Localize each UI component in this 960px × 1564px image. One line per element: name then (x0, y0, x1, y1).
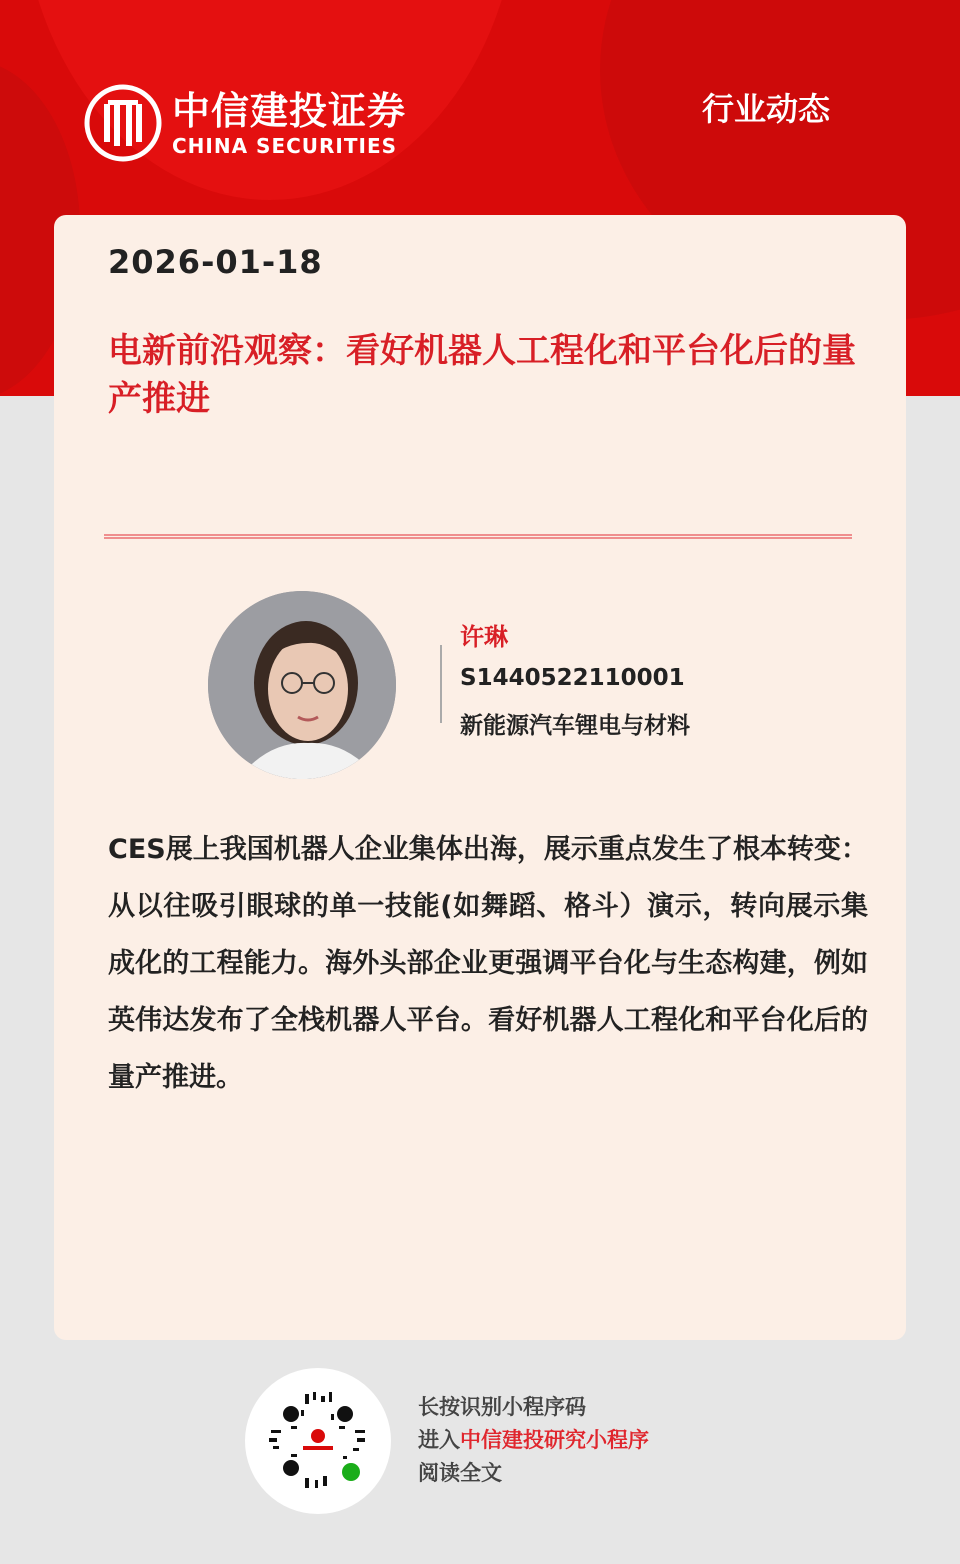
footer-instruction: 长按识别小程序码 (418, 1394, 586, 1419)
mini-program-name: 中信建投研究小程序 (460, 1427, 649, 1452)
logo-chinese-name: 中信建投证券 (172, 88, 407, 133)
qr-code[interactable] (245, 1368, 391, 1514)
footer-enter-prefix: 进入 (418, 1427, 460, 1452)
footer-enter-line (418, 1423, 649, 1456)
report-date: 2026-01-18 (108, 243, 323, 281)
brand-logo (84, 84, 406, 162)
title-divider (104, 534, 852, 539)
author-photo-icon (208, 591, 396, 779)
logo-english-name: CHINA SECURITIES (172, 134, 398, 158)
category-label: 行业动态 (701, 90, 830, 128)
author-department: 新能源汽车锂电与材料 (460, 713, 690, 739)
report-title: 电新前沿观察：看好机器人工程化和平台化后的量产推进 (108, 331, 856, 419)
footer (0, 1340, 960, 1564)
author-avatar (208, 591, 396, 779)
author-license-id: S1440522110001 (460, 665, 685, 691)
report-card (54, 215, 906, 1340)
footer-read-full: 阅读全文 (418, 1460, 502, 1485)
citic-logo-icon (84, 84, 162, 162)
report-summary: CES展上我国机器人企业集体出海，展示重点发生了根本转变：从以往吸引眼球的单一技能(如舞蹈、格斗）演示，转向展示集成化的工程能力。海外头部企业更强调平台化与生态构建，例如英伟达发布了全栈机器人平台。看好机器人工程化和平台化后的量产推进。 (108, 834, 868, 1093)
author-divider (440, 645, 442, 723)
mini-program-qr-icon (263, 1386, 373, 1496)
author-name: 许琳 (460, 623, 508, 651)
